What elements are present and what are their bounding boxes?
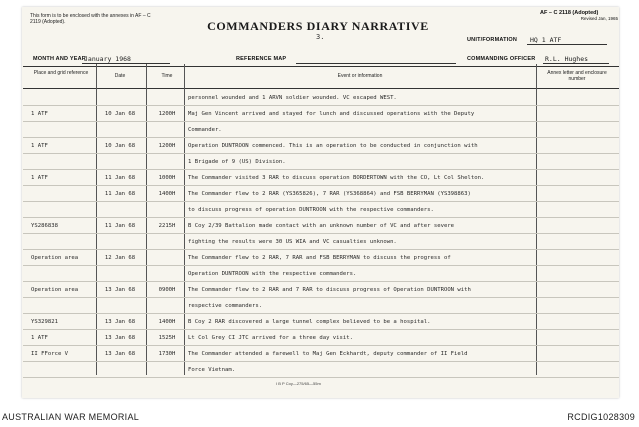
- col-event-header: Event or information: [337, 73, 383, 79]
- table-cell-place: 1 ATF: [31, 175, 48, 181]
- table-cell-event: The Commander flew to 2 RAR (YS365826), 7 RAR (YS368864) and FSB BERRYMAN (YS398863): [188, 191, 471, 197]
- table-cell-event: Force Vietnam.: [188, 367, 236, 373]
- month-label: MONTH AND YEAR: [33, 56, 86, 62]
- row-divider: [23, 297, 619, 298]
- row-divider: [23, 233, 619, 234]
- month-value: January 1968: [84, 55, 131, 63]
- table-cell-date: 13 Jan 68: [104, 351, 136, 357]
- table-cell-event: B Coy 2/39 Battalion made contact with an unknown number of VC and after severe: [188, 223, 455, 229]
- unit-label: UNIT/FORMATION: [467, 37, 518, 43]
- table-cell-event: to discuss progress of operation DUNTROON with the respective commanders.: [188, 207, 434, 213]
- commanding-officer-label: COMMANDING OFFICER: [467, 56, 536, 62]
- table-cell-date: 13 Jan 68: [104, 319, 136, 325]
- print-footer: I B P Coy—275/65—55m: [276, 381, 321, 386]
- table-cell-event: Operation DUNTROON commenced. This is an operation to be conducted in conjunction with: [188, 143, 478, 149]
- col-annex-header: Annex letter and enclosure number: [547, 70, 607, 82]
- table-cell-place: Operation area: [31, 287, 79, 293]
- table-cell-date: 11 Jan 68: [104, 175, 136, 181]
- table-cell-event: Lt Col Grey CI JTC arrived for a three day visit.: [188, 335, 354, 341]
- table-cell-time: 2215H: [158, 223, 176, 229]
- form-revised: Revised Jan, 1965: [580, 16, 618, 21]
- row-divider: [23, 217, 619, 218]
- row-divider: [23, 329, 619, 330]
- table-cell-date: 10 Jan 68: [104, 143, 136, 149]
- row-divider: [23, 345, 619, 346]
- table-cell-event: fighting the results were 30 US WIA and VC casualties unknown.: [188, 239, 397, 245]
- form-note: This form is to be enclosed with the annexes in AF – C 2119 (Adopted).: [30, 13, 151, 25]
- table-cell-event: 1 Brigade of 9 (US) Division.: [188, 159, 286, 165]
- table-cell-date: 11 Jan 68: [104, 191, 136, 197]
- table-cell-date: 13 Jan 68: [104, 335, 136, 341]
- commanding-officer-value: R.L. Hughes: [545, 55, 589, 63]
- table-cell-time: 1400H: [158, 319, 176, 325]
- unit-value: HQ 1 ATF: [530, 36, 562, 44]
- col-time-header: Time: [161, 73, 173, 79]
- table-cell-place: Operation area: [31, 255, 79, 261]
- table-cell-place: 1 ATF: [31, 335, 48, 341]
- table-cell-place: YS286838: [31, 223, 58, 229]
- col-date-header: Date: [114, 73, 126, 79]
- table-cell-place: 1 ATF: [31, 111, 48, 117]
- table-cell-time: 1200H: [158, 111, 176, 117]
- table-cell-event: respective commanders.: [188, 303, 263, 309]
- row-divider: [23, 249, 619, 250]
- row-divider: [23, 185, 619, 186]
- table-cell-event: The Commander visited 3 RAR to discuss operation BORDERTOWN with the CO, Lt Col Shelton.: [188, 175, 485, 181]
- table-cell-time: 1730H: [158, 351, 176, 357]
- col-place-header: Place and grid reference: [33, 70, 89, 76]
- table-cell-time: 1400H: [158, 191, 176, 197]
- table-cell-event: Commander.: [188, 127, 222, 133]
- row-divider: [23, 377, 619, 378]
- row-divider: [23, 313, 619, 314]
- row-divider: [23, 201, 619, 202]
- row-divider: [23, 281, 619, 282]
- table-cell-date: 11 Jan 68: [104, 223, 136, 229]
- table-cell-time: 1000H: [158, 175, 176, 181]
- credit-right: RCDIG1028309: [567, 412, 635, 422]
- table-cell-place: YS329821: [31, 319, 58, 325]
- table-cell-place: II FForce V: [31, 351, 69, 357]
- row-divider: [23, 265, 619, 266]
- page-title: COMMANDERS DIARY NARRATIVE: [207, 19, 429, 33]
- table-cell-place: 1 ATF: [31, 143, 48, 149]
- table-cell-event: The Commander attended a farewell to Maj Gen Eckhardt, deputy commander of II Field: [188, 351, 468, 357]
- page-number: 3.: [316, 33, 325, 41]
- table-cell-time: 1525H: [158, 335, 176, 341]
- table-cell-date: 12 Jan 68: [104, 255, 136, 261]
- row-divider: [23, 121, 619, 122]
- row-divider: [23, 105, 619, 106]
- table-cell-time: 1200H: [158, 143, 176, 149]
- table-cell-time: 0900H: [158, 287, 176, 293]
- form-code-label: AF – C 2118 (Adopted): [540, 10, 599, 16]
- table-cell-event: personnel wounded and 1 ARVN soldier wounded. VC escaped WEST.: [188, 95, 397, 101]
- row-divider: [23, 361, 619, 362]
- row-divider: [23, 153, 619, 154]
- table-cell-date: 10 Jan 68: [104, 111, 136, 117]
- table-cell-event: The Commander flew to 2 RAR and 7 RAR to discuss progress of Operation DUNTROON with: [188, 287, 471, 293]
- table-cell-date: 13 Jan 68: [104, 287, 136, 293]
- table-cell-event: B Coy 2 RAR discovered a large tunnel complex believed to be a hospital.: [188, 319, 431, 325]
- table-cell-event: Maj Gen Vincent arrived and stayed for lunch and discussed operations with the Deputy: [188, 111, 475, 117]
- form-code: [540, 10, 618, 21]
- table-cell-event: Operation DUNTROON with the respective commanders.: [188, 271, 357, 277]
- row-divider: [23, 169, 619, 170]
- table-cell-event: The Commander flew to 2 RAR, 7 RAR and FSB BERRYMAN to discuss the progress of: [188, 255, 451, 261]
- credit-left: AUSTRALIAN WAR MEMORIAL: [2, 412, 140, 422]
- row-divider: [23, 137, 619, 138]
- reference-map-label: REFERENCE MAP: [236, 56, 287, 62]
